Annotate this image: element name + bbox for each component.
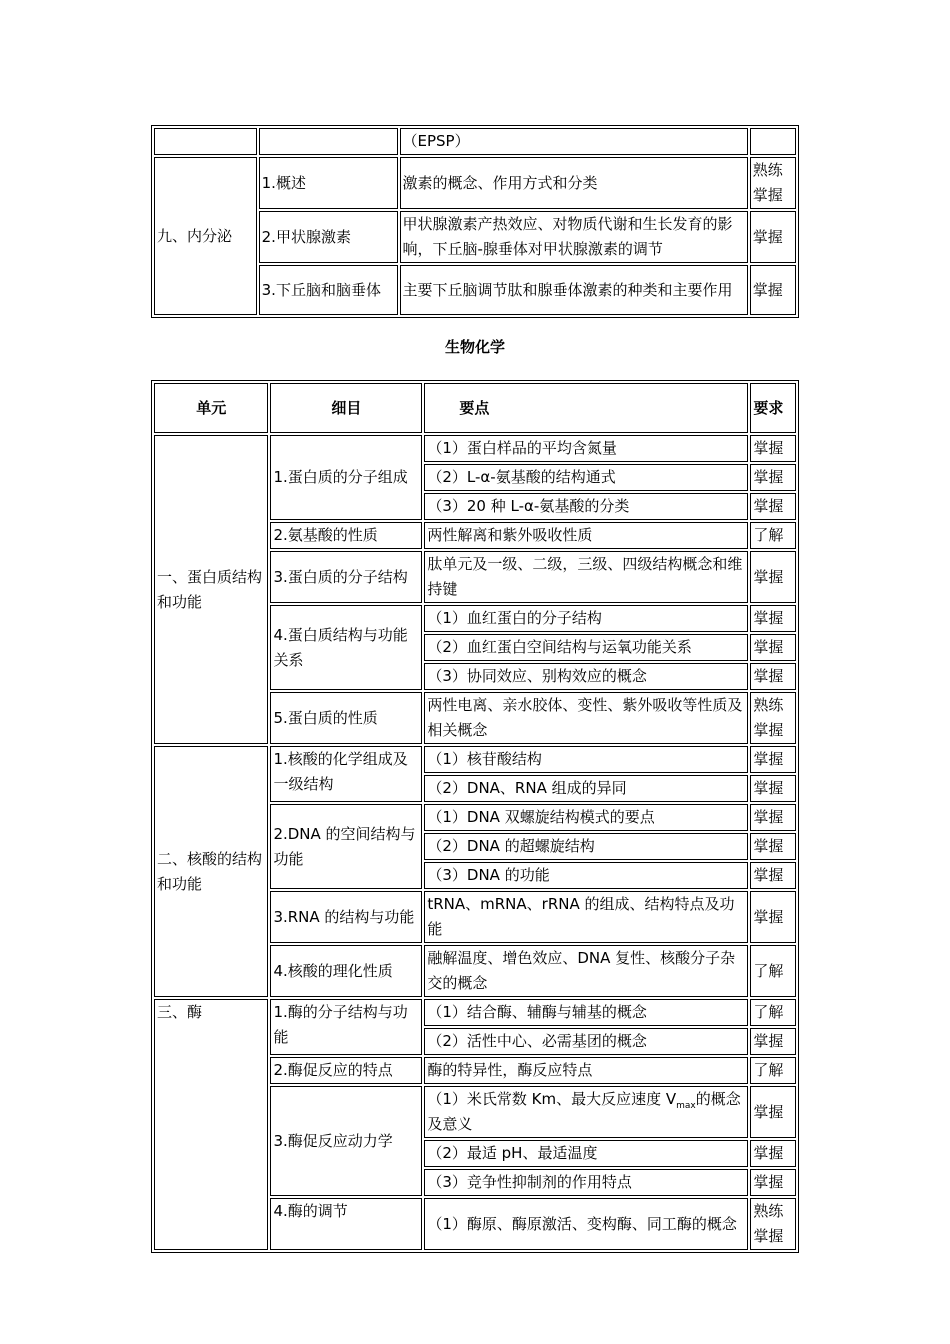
- req-cell: 掌握: [750, 634, 796, 661]
- point-cell: 肽单元及一级、二级，三级、四级结构概念和维持键: [424, 551, 748, 603]
- point-text: （1）米氏常数 Km、最大反应速度 V: [427, 1090, 677, 1108]
- point-cell: （2）DNA 的超螺旋结构: [424, 833, 748, 860]
- table-cell: （EPSP）: [400, 128, 748, 155]
- req-cell: 掌握: [750, 891, 796, 943]
- req-cell: 掌握: [750, 265, 796, 315]
- item-cell: 2.酶促反应的特点: [270, 1057, 422, 1084]
- req-cell: 掌握: [750, 1140, 796, 1167]
- item-cell: 2.甲状腺激素: [259, 211, 398, 263]
- req-cell: 掌握: [750, 464, 796, 491]
- table-row: [154, 128, 796, 155]
- req-cell: 了解: [750, 522, 796, 549]
- header-row: [154, 383, 796, 433]
- point-cell: （3）DNA 的功能: [424, 862, 748, 889]
- table-row: [154, 999, 796, 1026]
- table-cell: [259, 128, 398, 155]
- req-cell: 掌握: [750, 605, 796, 632]
- item-cell: 1.酶的分子结构与功能: [270, 999, 422, 1055]
- req-cell: 熟练掌握: [750, 1198, 796, 1250]
- item-cell: 2.DNA 的空间结构与功能: [270, 804, 422, 889]
- req-cell: 掌握: [750, 775, 796, 802]
- req-cell: 掌握: [750, 862, 796, 889]
- item-cell: 3.RNA 的结构与功能: [270, 891, 422, 943]
- point-cell: （1）血红蛋白的分子结构: [424, 605, 748, 632]
- req-cell: 了解: [750, 945, 796, 997]
- header-point: 要点: [424, 383, 748, 433]
- point-cell: （1）结合酶、辅酶与辅基的概念: [424, 999, 748, 1026]
- section-title: 生物化学: [444, 338, 505, 356]
- point-cell: tRNA、mRNA、rRNA 的组成、结构特点及功能: [424, 891, 748, 943]
- table-row: [154, 435, 796, 462]
- item-cell: 3.酶促反应动力学: [270, 1086, 422, 1196]
- point-cell: （2）活性中心、必需基团的概念: [424, 1028, 748, 1055]
- point-cell: 酶的特异性，酶反应特点: [424, 1057, 748, 1084]
- item-cell: 5.蛋白质的性质: [270, 692, 422, 744]
- req-cell: 掌握: [750, 435, 796, 462]
- point-cell: 甲状腺激素产热效应、对物质代谢和生长发育的影响，下丘脑-腺垂体对甲状腺激素的调节: [400, 211, 748, 263]
- endocrine-table: [151, 125, 799, 318]
- req-cell: 掌握: [750, 1169, 796, 1196]
- unit-cell: 二、核酸的结构和功能: [154, 746, 268, 997]
- table-row: [154, 746, 796, 773]
- req-cell: 掌握: [750, 493, 796, 520]
- req-cell: 掌握: [750, 211, 796, 263]
- point-cell: （2）DNA、RNA 组成的异同: [424, 775, 748, 802]
- item-cell: 2.氨基酸的性质: [270, 522, 422, 549]
- biochemistry-table: [151, 380, 799, 1253]
- point-cell: （1）核苷酸结构: [424, 746, 748, 773]
- req-cell: 掌握: [750, 746, 796, 773]
- req-cell: 了解: [750, 999, 796, 1026]
- point-cell: （3）竞争性抑制剂的作用特点: [424, 1169, 748, 1196]
- point-cell: （2）L-α-氨基酸的结构通式: [424, 464, 748, 491]
- req-cell: 掌握: [750, 804, 796, 831]
- header-item: 细目: [270, 383, 422, 433]
- vmax-subscript: max: [676, 1101, 696, 1111]
- req-cell: 熟练掌握: [750, 692, 796, 744]
- unit-cell: 三、酶: [154, 999, 268, 1250]
- point-cell: [424, 1086, 748, 1138]
- item-cell: 3.下丘脑和脑垂体: [259, 265, 398, 315]
- req-cell: 掌握: [750, 1086, 796, 1138]
- point-cell: （1）酶原、酶原激活、变构酶、同工酶的概念: [424, 1198, 748, 1250]
- point-cell: 激素的概念、作用方式和分类: [400, 157, 748, 209]
- point-cell: （1）蛋白样品的平均含氮量: [424, 435, 748, 462]
- header-unit: 单元: [154, 383, 268, 433]
- point-cell: （3）协同效应、别构效应的概念: [424, 663, 748, 690]
- item-cell: 4.蛋白质结构与功能关系: [270, 605, 422, 690]
- req-cell: 掌握: [750, 1028, 796, 1055]
- req-cell: 掌握: [750, 833, 796, 860]
- point-cell: （2）最适 pH、最适温度: [424, 1140, 748, 1167]
- header-req: 要求: [750, 383, 796, 433]
- point-cell: （1）DNA 双螺旋结构模式的要点: [424, 804, 748, 831]
- item-cell: 1.蛋白质的分子组成: [270, 435, 422, 520]
- point-cell: （3）20 种 L-α-氨基酸的分类: [424, 493, 748, 520]
- item-cell: 1.概述: [259, 157, 398, 209]
- point-cell: 两性电离、亲水胶体、变性、紫外吸收等性质及相关概念: [424, 692, 748, 744]
- unit-cell: 九、内分泌: [154, 157, 257, 315]
- item-cell: 4.核酸的理化性质: [270, 945, 422, 997]
- table-cell: [750, 128, 796, 155]
- point-cell: 主要下丘脑调节肽和腺垂体激素的种类和主要作用: [400, 265, 748, 315]
- item-cell: 1.核酸的化学组成及一级结构: [270, 746, 422, 802]
- table-cell: [154, 128, 257, 155]
- table-row: [154, 157, 796, 209]
- req-cell: 熟练掌握: [750, 157, 796, 209]
- point-cell: （2）血红蛋白空间结构与运氧功能关系: [424, 634, 748, 661]
- point-cell: 两性解离和紫外吸收性质: [424, 522, 748, 549]
- req-cell: 掌握: [750, 663, 796, 690]
- point-cell: 融解温度、增色效应、DNA 复性、核酸分子杂交的概念: [424, 945, 748, 997]
- point-text: 的概念及意义: [427, 1090, 741, 1133]
- item-cell: 3.蛋白质的分子结构: [270, 551, 422, 603]
- req-cell: 了解: [750, 1057, 796, 1084]
- item-cell: 4.酶的调节: [270, 1198, 422, 1250]
- req-cell: 掌握: [750, 551, 796, 603]
- unit-cell: 一、蛋白质结构和功能: [154, 435, 268, 744]
